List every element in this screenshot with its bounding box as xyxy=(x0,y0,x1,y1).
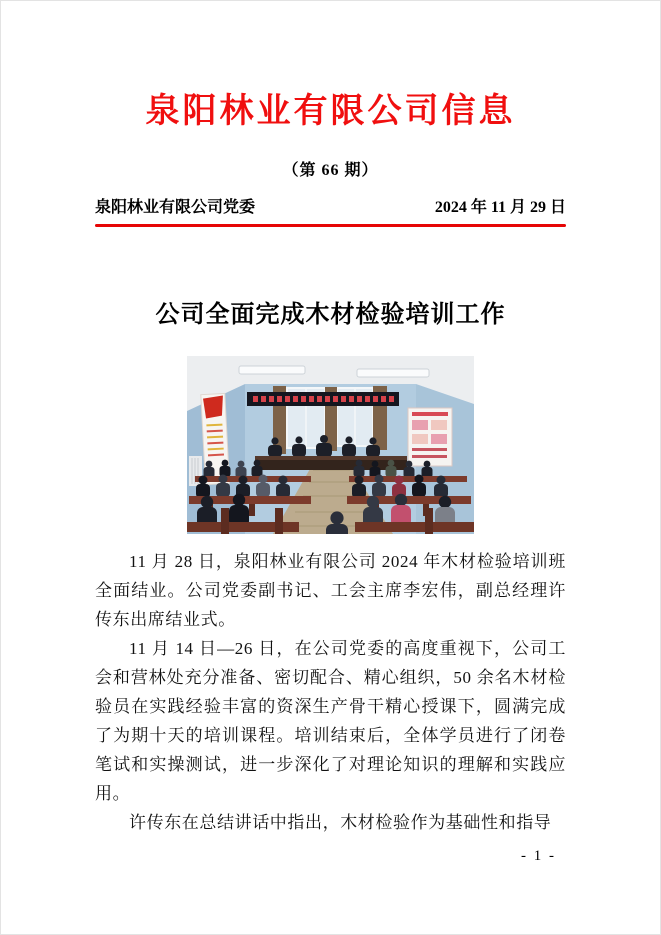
red-divider xyxy=(95,224,566,227)
meeting-room-photo xyxy=(187,356,474,534)
issue-label: （第 66 期） xyxy=(282,162,379,179)
stage-banner xyxy=(247,392,399,406)
desk xyxy=(347,496,471,504)
publication-row xyxy=(95,198,566,218)
masthead-title: 泉阳林业有限公司信息 xyxy=(145,93,516,130)
paragraph: 11 月 14 日—26 日，在公司党委的高度重视下，公司工会和营林处充分准备、密切配合、精心组织，50 余名木材检验员在实践经验丰富的资深生产骨干精心授课下，圆满完成了为期十天的培训课程。培训结束后，全体学员进行了闭卷笔试和实操测试，进一步深化了对理论知识的理解和实践应用。 xyxy=(95,639,566,803)
head-table xyxy=(255,456,407,470)
desk xyxy=(355,522,474,532)
paragraph: 11 月 28 日，泉阳林业有限公司 2024 年木材检验培训班全面结业。公司党委副书记、工会主席李宏伟，副总经理许传东出席结业式。 xyxy=(95,552,566,629)
article-body xyxy=(95,547,566,837)
desk xyxy=(349,476,467,482)
photo-container xyxy=(95,356,566,534)
issue-date: 2024 年 11 月 29 日 xyxy=(434,199,566,216)
publisher-name: 泉阳林业有限公司党委 xyxy=(95,199,256,216)
page-number: - 1 - xyxy=(521,848,556,864)
meeting-room-illustration xyxy=(187,356,474,534)
paragraph: 许传东在总结讲话中指出，木材检验作为基础性和指导 xyxy=(129,813,552,832)
article-title: 公司全面完成木材检验培训工作 xyxy=(155,302,506,328)
desk xyxy=(195,476,311,482)
right-wall-board xyxy=(408,408,452,466)
